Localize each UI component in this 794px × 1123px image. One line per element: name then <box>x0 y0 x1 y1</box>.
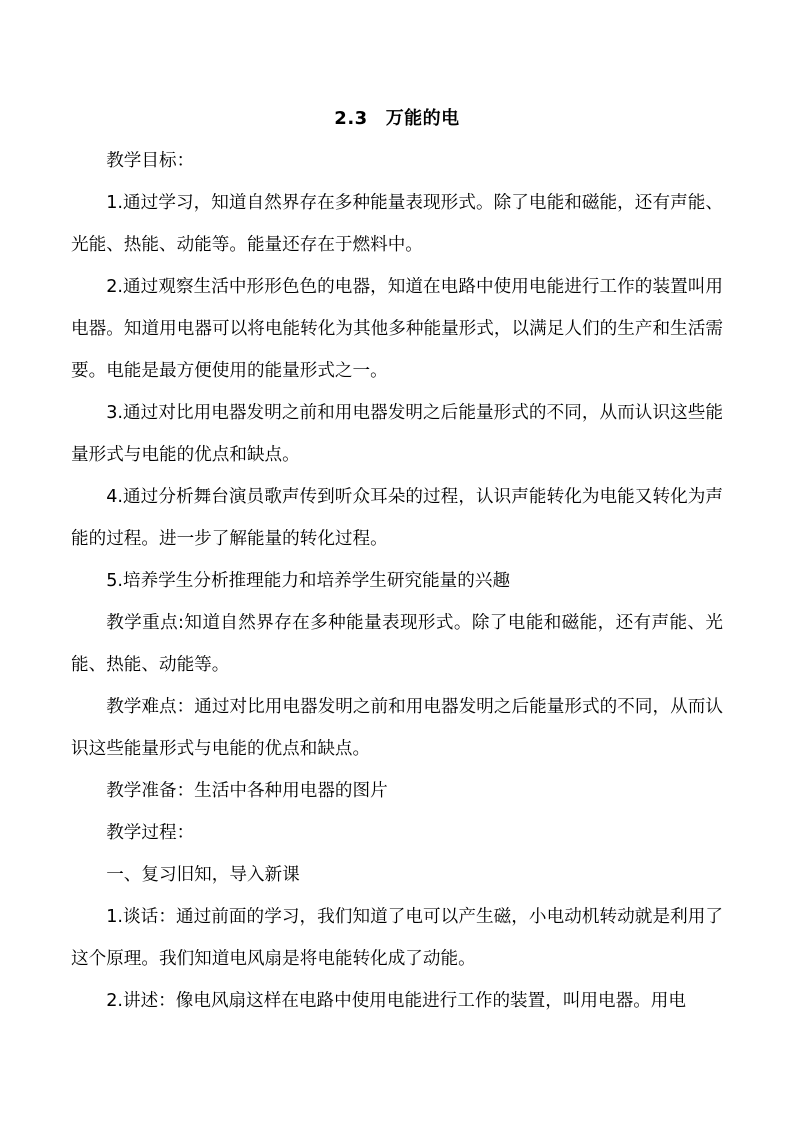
title-number: 2.3 <box>334 108 368 129</box>
document-page <box>71 98 723 1022</box>
document-title <box>71 98 723 140</box>
paragraph-objective-2: 2.通过观察生活中形形色色的电器，知道在电路中使用电能进行工作的装置叫用电器。知道用电器可以将电能转化为其他多种能量形式，以满足人们的生产和生活需要。电能是最方便使用的能量形式之一。 <box>71 277 723 381</box>
paragraph-objective-1: 1.通过学习，知道自然界存在多种能量表现形式。除了电能和磁能，还有声能、光能、热能、动能等。能量还存在于燃料中。 <box>71 193 723 255</box>
paragraph-key-point: 教学重点:知道自然界存在多种能量表现形式。除了电能和磁能，还有声能、光能、热能、动能等。 <box>71 613 723 675</box>
paragraph-objective-4: 4.通过分析舞台演员歌声传到听众耳朵的过程，认识声能转化为电能又转化为声能的过程。进一步了解能量的转化过程。 <box>71 487 723 549</box>
paragraph-difficulty: 教学难点：通过对比用电器发明之前和用电器发明之后能量形式的不同，从而认识这些能量形式与电能的优点和缺点。 <box>71 697 723 759</box>
paragraph-step-2: 2.讲述：像电风扇这样在电路中使用电能进行工作的装置，叫用电器。用电 <box>106 991 686 1011</box>
paragraph-objective-5: 5.培养学生分析推理能力和培养学生研究能量的兴趣 <box>106 571 511 591</box>
title-text: 万能的电 <box>385 108 460 129</box>
paragraph-step-1: 1.谈话：通过前面的学习，我们知道了电可以产生磁，小电动机转动就是利用了这个原理。我们知道电风扇是将电能转化成了动能。 <box>71 907 723 969</box>
paragraph-process-heading: 教学过程： <box>106 823 195 843</box>
paragraph-section-1-heading: 一、复习旧知，导入新课 <box>106 865 300 885</box>
paragraph-preparation: 教学准备：生活中各种用电器的图片 <box>106 781 388 801</box>
paragraph-objectives-heading: 教学目标： <box>106 151 195 171</box>
paragraph-objective-3: 3.通过对比用电器发明之前和用电器发明之后能量形式的不同，从而认识这些能量形式与电能的优点和缺点。 <box>71 403 723 465</box>
